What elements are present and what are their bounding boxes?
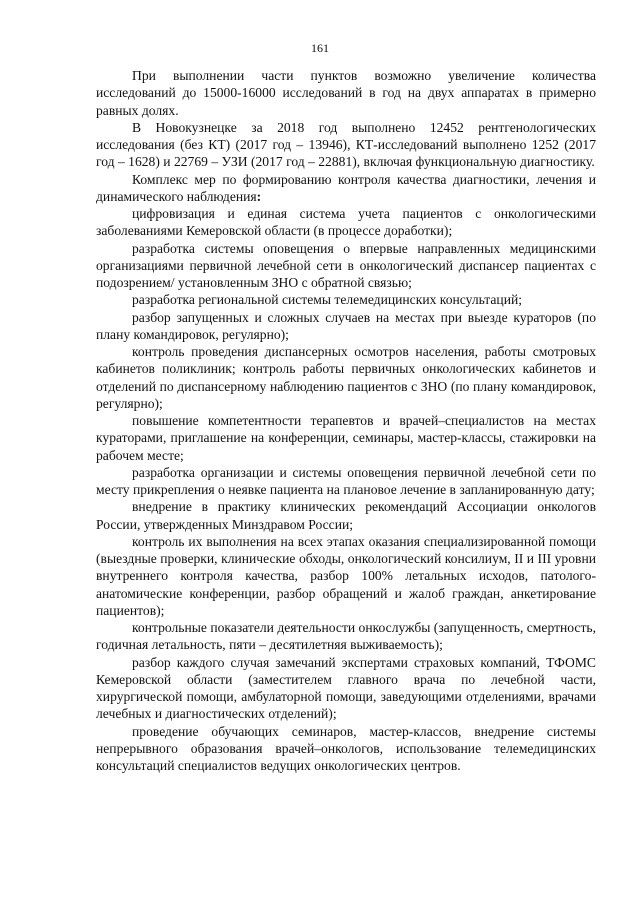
paragraph-10: разработка организации и системы оповещения первичной лечебной сети по месту прикрепления о неявке пациента на плановое лечение в запланированную дату; — [96, 464, 596, 497]
paragraph-8: контроль проведения диспансерных осмотров населения, работы смотровых кабинетов поликлиник; контроль работы первичных онкологических кабинетов и отделений по диспансерному наблюдению пациентов с ЗНО (по плану командировок, регулярно); — [96, 344, 596, 411]
body-text — [96, 67, 596, 774]
paragraph-3-colon: : — [256, 188, 262, 204]
paragraph-13: контрольные показатели деятельности онкослужбы (запущенность, смертность, годичная летальность, пяти – десятилетняя выживаемость); — [96, 620, 596, 653]
paragraph-9: повышение компетентности терапевтов и врачей–специалистов на местах кураторами, приглашение на конференции, семинары, мастер-классы, стажировки на рабочем месте; — [96, 413, 596, 463]
paragraph-15: проведение обучающих семинаров, мастер-классов, внедрение системы непрерывного образования врачей–онкологов, использование телемедицинских консультаций специалистов ведущих онкологических центров. — [96, 723, 596, 773]
paragraph-7: разбор запущенных и сложных случаев на местах при выезде кураторов (по плану командировок, регулярно); — [96, 309, 596, 342]
paragraph-5: разработка системы оповещения о впервые направленных медицинскими организациями первичной лечебной сети в онкологический диспансер пациентах с подозрением/ установленным ЗНО с обратной связью; — [96, 240, 596, 290]
paragraph-3 — [96, 171, 596, 206]
paragraph-4: цифровизация и единая система учета пациентов с онкологическими заболеваниями Кемеровской области (в процессе доработки); — [96, 206, 596, 239]
paragraph-1: При выполнении части пунктов возможно увеличение количества исследований до 15000-16000 исследований в год на двух аппаратах в примерно равных долях. — [96, 68, 596, 118]
paragraph-2: В Новокузнецке за 2018 год выполнено 12452 рентгенологических исследования (без КТ) (2017 год – 13946), КТ-исследований выполнено 1252 (2017 год – 1628) и 22769 – УЗИ (2017 год – 22881), включая функциональную диагностику. — [96, 119, 596, 170]
paragraph-6: разработка региональной системы телемедицинских консультаций; — [132, 292, 523, 308]
paragraph-11: внедрение в практику клинических рекомендаций Ассоциации онкологов России, утвержденных Минздравом России; — [96, 499, 596, 532]
paragraph-3-text: Комплекс мер по формированию контроля качества диагностики, лечения и динамического наблюдения — [96, 171, 596, 204]
page-number: 161 — [311, 41, 329, 55]
paragraph-12: контроль их выполнения на всех этапах оказания специализированной помощи (выездные проверки, клинические обходы, онкологический консилиум, II и III уровни внутреннего контроля качества, разбор 100% летальных исходов, патолого-анатомические конференции, разбор обращений и жалоб граждан, анкетирование пациентов); — [96, 533, 596, 618]
paragraph-14: разбор каждого случая замечаний экспертами страховых компаний, ТФОМС Кемеровской области (заместителем главного врача по лечебной части, хирургической помощи, амбулаторной помощи, заведующими отделениями, врачами лечебных и диагностических отделений); — [96, 654, 596, 722]
